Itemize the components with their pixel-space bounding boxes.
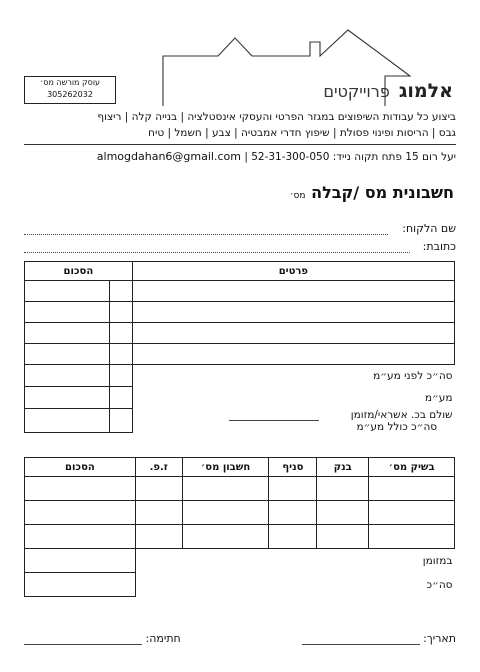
items-table xyxy=(24,261,455,433)
incl-vat-text: סה״כ כולל מע״מ xyxy=(356,420,438,433)
services-line-1: ביצוע כל עבודות השיפוצים במגזר הפרטי והעסקי אינסטלציה | בנייה קלה | ריצוף xyxy=(97,111,456,123)
account-number-header: חשבון מס׳ xyxy=(182,458,269,477)
bank-cell[interactable] xyxy=(317,477,369,501)
logo-name-bold: אלמוג xyxy=(398,80,453,102)
incl-vat-agorot[interactable] xyxy=(109,409,132,433)
bank-header: בנק xyxy=(317,458,369,477)
check-number-cell[interactable] xyxy=(369,477,455,501)
check-number-cell[interactable] xyxy=(369,501,455,525)
payment-amount-cell[interactable] xyxy=(25,501,136,525)
account-cell[interactable] xyxy=(182,477,269,501)
cash-label: במזומן xyxy=(135,549,454,573)
check-number-header: בשיק מס׳ xyxy=(369,458,455,477)
account-cell[interactable] xyxy=(182,525,269,549)
incl-vat-amount[interactable] xyxy=(25,409,110,433)
branch-header: סניף xyxy=(269,458,317,477)
item-amount-cell[interactable] xyxy=(25,344,110,365)
customer-name-line[interactable] xyxy=(24,234,388,235)
item-details-cell[interactable] xyxy=(132,344,454,365)
branch-cell[interactable] xyxy=(269,477,317,501)
amount-header: הסכום xyxy=(25,262,133,281)
payments-total-cell[interactable] xyxy=(25,573,136,597)
payment-amount-cell[interactable] xyxy=(25,525,136,549)
email-link[interactable]: almogdahan6@gmail.com xyxy=(96,150,241,163)
signature-field[interactable] xyxy=(24,632,181,645)
header-divider xyxy=(24,144,456,145)
before-vat-label: סה״כ לפני מע״מ xyxy=(132,365,454,387)
item-details-cell[interactable] xyxy=(132,323,454,344)
address-phone: יעל רום 15 פתח תקוה נייד: 52-31-300-050 | xyxy=(244,151,456,163)
business-id-label: עוסק מורשה מס׳ xyxy=(39,78,101,87)
before-vat-agorot[interactable] xyxy=(109,365,132,387)
details-header: פרטים xyxy=(132,262,454,281)
item-details-cell[interactable] xyxy=(132,302,454,323)
vat-agorot[interactable] xyxy=(109,387,132,409)
due-date-header: ז.פ. xyxy=(135,458,182,477)
item-agorot-cell[interactable] xyxy=(109,323,132,344)
date-line[interactable] xyxy=(302,644,420,645)
payment-amount-header: הסכום xyxy=(25,458,136,477)
logo-name-light: פרוייקטים xyxy=(323,82,390,101)
signature-line[interactable] xyxy=(24,644,142,645)
bank-cell[interactable] xyxy=(317,501,369,525)
due-date-cell[interactable] xyxy=(135,477,182,501)
paid-by-label: שולם בכ. אשראי/מזומן xyxy=(350,408,453,421)
due-date-cell[interactable] xyxy=(135,525,182,549)
payments-table xyxy=(24,457,455,597)
business-id-number: 305262032 xyxy=(47,90,93,99)
bank-cell[interactable] xyxy=(317,525,369,549)
date-field[interactable] xyxy=(302,632,456,645)
item-amount-cell[interactable] xyxy=(25,302,110,323)
item-details-cell[interactable] xyxy=(132,281,454,302)
payment-amount-cell[interactable] xyxy=(25,477,136,501)
company-logo-text xyxy=(168,80,453,102)
business-id-box xyxy=(24,76,116,104)
vat-label: מע״מ xyxy=(424,391,453,404)
check-number-cell[interactable] xyxy=(369,525,455,549)
date-label: תאריך: xyxy=(423,632,456,645)
signature-label: חתימה: xyxy=(145,632,181,645)
document-title xyxy=(290,183,454,202)
account-cell[interactable] xyxy=(182,501,269,525)
payments-total-label: סה״כ xyxy=(426,578,453,591)
due-date-cell[interactable] xyxy=(135,501,182,525)
services-line-2: גבס | הריסות ופינוי פסולת | שיפוץ חדרי אמבטיה | צבע | חשמל | טיח xyxy=(148,127,456,139)
cash-amount-cell[interactable] xyxy=(25,549,136,573)
document-number-label: מס׳ xyxy=(289,191,306,201)
document-title-text: חשבונית מס /קבלה xyxy=(311,183,454,202)
customer-name-field[interactable] xyxy=(24,222,456,238)
customer-address-field[interactable] xyxy=(24,240,456,256)
item-amount-cell[interactable] xyxy=(25,281,110,302)
item-agorot-cell[interactable] xyxy=(109,302,132,323)
incl-vat-label xyxy=(132,409,454,433)
customer-address-label: כתובת: xyxy=(422,240,456,253)
item-agorot-cell[interactable] xyxy=(109,344,132,365)
customer-name-label: שם הלקוח: xyxy=(402,222,456,235)
before-vat-amount[interactable] xyxy=(25,365,110,387)
branch-cell[interactable] xyxy=(269,525,317,549)
item-agorot-cell[interactable] xyxy=(109,281,132,302)
contact-line xyxy=(24,150,456,163)
item-amount-cell[interactable] xyxy=(25,323,110,344)
vat-amount[interactable] xyxy=(25,387,110,409)
branch-cell[interactable] xyxy=(269,501,317,525)
paid-by-line[interactable] xyxy=(229,420,319,421)
customer-address-line[interactable] xyxy=(24,252,410,253)
